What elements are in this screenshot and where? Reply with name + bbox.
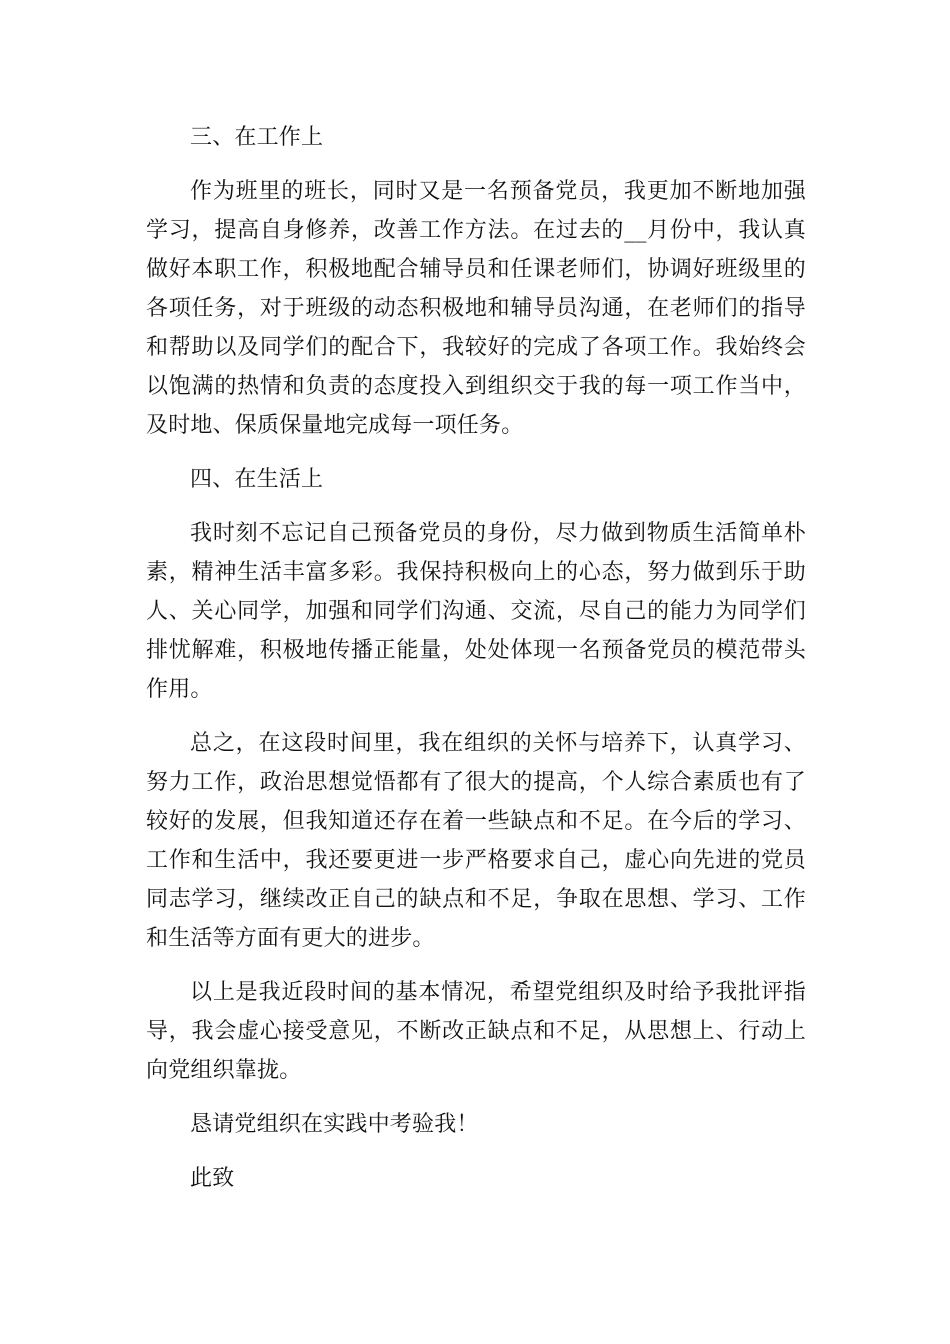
paragraph-plea: 恳请党组织在实践中考验我！: [190, 1112, 479, 1137]
paragraph-life: 我时刻不忘记自己预备党员的身份，尽力做到物质生活简单朴素，精神生活丰富多彩。我保持积极向上的心态，努力做到乐于助人、关心同学，加强和同学们沟通、交流，尽自己的能力为同学们排忧解难，积极地传播正能量，处处体现一名预备党员的模范带头作用。: [146, 521, 806, 702]
section-heading-life: 四、在生活上: [190, 467, 324, 492]
paragraph-work: 作为班里的班长，同时又是一名预备党员，我更加不断地加强学习，提高自身修养，改善工作方法。在过去的__月份中，我认真做好本职工作，积极地配合辅导员和任课老师们，协调好班级里的各项任务，对于班级的动态积极地和辅导员沟通，在老师们的指导和帮助以及同学们的配合下，我较好的完成了各项工作。我始终会以饱满的热情和负责的态度投入到组织交于我的每一项工作当中，及时地、保质保量地完成每一项任务。: [146, 179, 806, 438]
paragraph-request: 以上是我近段时间的基本情况，希望党组织及时给予我批评指导，我会虚心接受意见，不断改正缺点和不足，从思想上、行动上向党组织靠拢。: [146, 980, 806, 1083]
paragraph-summary: 总之，在这段时间里，我在组织的关怀与培养下，认真学习、努力工作，政治思想觉悟都有了很大的提高，个人综合素质也有了较好的发展，但我知道还存在着一些缺点和不足。在今后的学习、工作和生活中，我还要更进一步严格要求自己，虚心向先进的党员同志学习，继续改正自己的缺点和不足，争取在思想、学习、工作和生活等方面有更大的进步。: [146, 731, 806, 951]
document-body: [146, 118, 806, 1213]
closing-salutation: 此致: [190, 1166, 235, 1191]
section-heading-work: 三、在工作上: [190, 125, 324, 150]
